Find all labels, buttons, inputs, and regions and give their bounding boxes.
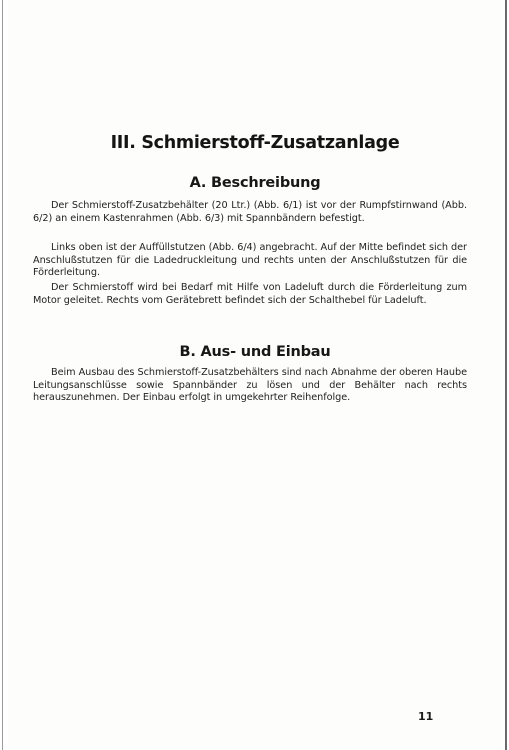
- section-b-paragraph-1: Beim Ausbau des Schmierstoff-Zusatzbehälters sind nach Abnahme der oberen Haube Leitungsanschlüsse sowie Spannbänder zu lösen und der Behälter nach rechts herauszunehmen. Der Einbau erfolgt in umgekehrter Reihenfolge.: [33, 367, 467, 404]
- document-page: [8, 0, 502, 750]
- page-edge-right: [505, 0, 507, 750]
- section-a-heading: A. Beschreibung: [189, 175, 321, 191]
- page-number: 11: [418, 710, 434, 723]
- section-b-heading: B. Aus- und Einbau: [179, 344, 331, 360]
- page-edge-left: [2, 0, 3, 750]
- section-a-paragraph-2: Links oben ist der Auffüllstutzen (Abb. 6/4) angebracht. Auf der Mitte befindet sich der Anschlußstutzen für die Ladedruckleitung und rechts unten der Anschlußstutzen für die Förderleitung.: [33, 242, 467, 279]
- chapter-title: III. Schmierstoff-Zusatzanlage: [110, 133, 400, 153]
- section-a-paragraph-1: Der Schmierstoff-Zusatzbehälter (20 Ltr.) (Abb. 6/1) ist vor der Rumpfstirnwand (Abb. 6/2) an einem Kastenrahmen (Abb. 6/3) mit Spannbändern befestigt.: [33, 200, 467, 224]
- section-a-paragraph-3: Der Schmierstoff wird bei Bedarf mit Hilfe von Ladeluft durch die Förderleitung zum Motor geleitet. Rechts vom Gerätebrett befindet sich der Schalthebel für Ladeluft.: [33, 282, 467, 306]
